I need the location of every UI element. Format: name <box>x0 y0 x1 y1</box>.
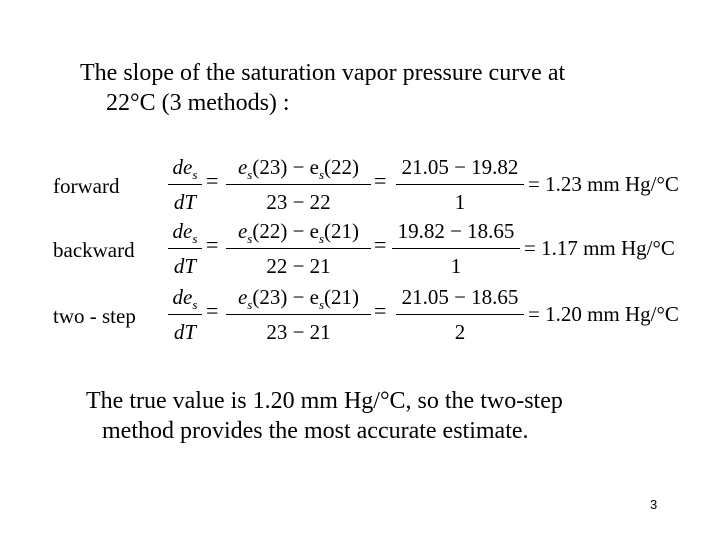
intro-text <box>80 58 565 118</box>
page-number: 3 <box>650 497 658 512</box>
conclusion-text <box>86 386 563 446</box>
equation-row-backward: backward $de_s$ dT = $e_s(22) - e_s(21)$ 22 − 21 = 19.82 − 18.65 1 = 1.17 mm Hg/°C <box>0 216 720 280</box>
method-label: forward <box>53 174 120 198</box>
numeric-fraction: 21.05 − 18.65 2 <box>396 282 524 346</box>
intro-line-2: 22°C (3 methods) : <box>106 90 290 116</box>
equation-row-forward: forward $de_s$ dT = $e_s(23) - e_s(22)$ 23 − 22 = 21.05 − 19.82 1 = 1.23 mm Hg/°C <box>0 152 720 216</box>
numeric-fraction: 19.82 − 18.65 1 <box>392 216 520 280</box>
method-label: two - step <box>53 304 136 328</box>
conclusion-line-2: method provides the most accurate estimate. <box>102 418 529 444</box>
derivative-fraction: $de_s$ dT <box>168 216 202 280</box>
numeric-fraction: 21.05 − 19.82 1 <box>396 152 524 216</box>
derivative-fraction: $de_s$ dT <box>168 152 202 216</box>
intro-line-1: The slope of the saturation vapor pressure curve at <box>80 60 566 86</box>
result-value: = 1.17 mm Hg/°C <box>524 236 675 260</box>
result-value: = 1.23 mm Hg/°C <box>528 172 679 196</box>
method-label: backward <box>53 238 135 262</box>
equation-row-two-step: two - step $de_s$ dT = $e_s(23) - e_s(21)$ 23 − 21 = 21.05 − 18.65 2 = 1.20 mm Hg/°C <box>0 282 720 346</box>
difference-fraction: $e_s(22) - e_s(21)$ 22 − 21 <box>226 216 371 280</box>
derivative-fraction: $de_s$ dT <box>168 282 202 346</box>
result-value: = 1.20 mm Hg/°C <box>528 302 679 326</box>
conclusion-line-1: The true value is 1.20 mm Hg/°C, so the two-step <box>86 388 563 414</box>
difference-fraction: $e_s(23) - e_s(22)$ 23 − 22 <box>226 152 371 216</box>
difference-fraction: $e_s(23) - e_s(21)$ 23 − 21 <box>226 282 371 346</box>
